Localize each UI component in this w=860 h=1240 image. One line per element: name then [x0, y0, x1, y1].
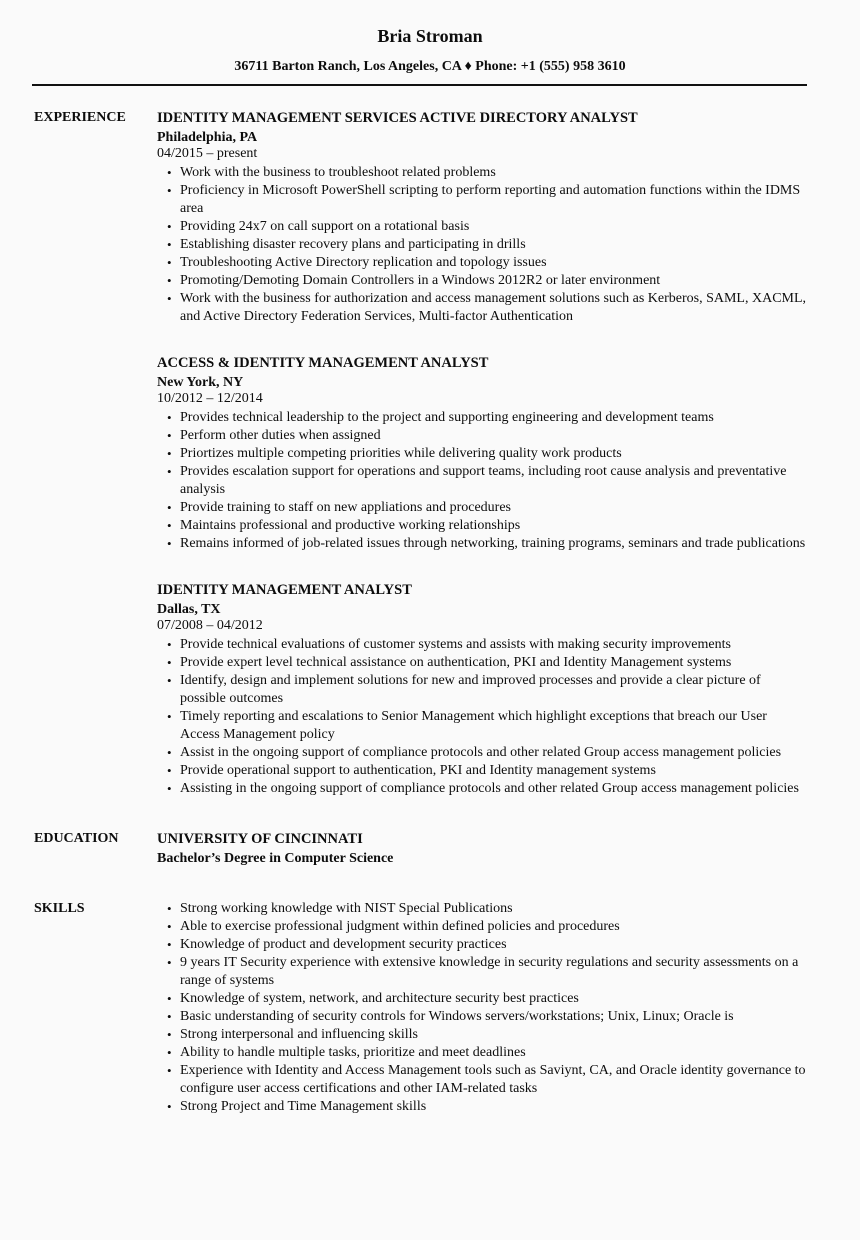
job-bullet-list — [157, 164, 807, 326]
bullet-item: • Work with the business for authorization and access management solutions such as Kerberos, SAML, XACML, and Active Directory Federation Services, Multi-factor Authentication — [180, 290, 807, 326]
bullet-item: • Strong Project and Time Management skills — [180, 1098, 807, 1116]
bullet-item: • Provides technical leadership to the project and supporting engineering and development teams — [180, 409, 807, 427]
job-dates: 10/2012 – 12/2014 — [157, 391, 263, 406]
job-dates: 07/2008 – 04/2012 — [157, 618, 263, 633]
degree-name: Bachelor’s Degree in Computer Science — [157, 851, 394, 866]
bullet-item: • 9 years IT Security experience with extensive knowledge in security regulations and security assessments on a range of systems — [180, 954, 807, 990]
bullet-item: • Promoting/Demoting Domain Controllers in a Windows 2012R2 or later environment — [180, 272, 807, 290]
bullet-item: • Assist in the ongoing support of compliance protocols and other related Group access management policies — [180, 744, 807, 762]
job-entry — [157, 109, 807, 326]
bullet-item: • Provides escalation support for operations and support teams, including root cause analysis and preventative analysis — [180, 463, 807, 499]
job-bullet-list — [157, 636, 807, 798]
bullet-item: • Remains informed of job-related issues through networking, training programs, seminars and trade publications — [180, 535, 807, 553]
job-entry — [157, 354, 807, 553]
job-bullet-list — [157, 409, 807, 553]
skills-body — [157, 900, 807, 1116]
bullet-item: • Experience with Identity and Access Management tools such as Saviynt, CA, and Oracle identity governance to configure user access certifications and other IAM-related tasks — [180, 1062, 807, 1098]
bullet-item: • Strong interpersonal and influencing skills — [180, 1026, 807, 1044]
skills-bullet-list — [157, 900, 807, 1116]
bullet-item: • Provide training to staff on new appliations and procedures — [180, 499, 807, 517]
section-label-experience: EXPERIENCE — [34, 110, 126, 125]
education-body — [157, 830, 807, 868]
job-entry — [157, 581, 807, 798]
job-location: Dallas, TX — [157, 602, 221, 617]
bullet-item: • Perform other duties when assigned — [180, 427, 807, 445]
bullet-item: • Work with the business to troubleshoot related problems — [180, 164, 807, 182]
bullet-item: • Priortizes multiple competing priorities while delivering quality work products — [180, 445, 807, 463]
bullet-item: • Troubleshooting Active Directory replication and topology issues — [180, 254, 807, 272]
bullet-item: • Provide operational support to authentication, PKI and Identity management systems — [180, 762, 807, 780]
job-dates: 04/2015 – present — [157, 146, 258, 161]
school-name: UNIVERSITY OF CINCINNATI — [157, 831, 363, 847]
bullet-item: • Ability to handle multiple tasks, prioritize and meet deadlines — [180, 1044, 807, 1062]
bullet-item: • Timely reporting and escalations to Senior Management which highlight exceptions that breach our User Access Management policy — [180, 708, 807, 744]
bullet-item: • Provide technical evaluations of customer systems and assists with making security improvements — [180, 636, 807, 654]
bullet-item: • Knowledge of system, network, and architecture security best practices — [180, 990, 807, 1008]
person-name: Bria Stroman — [377, 26, 483, 46]
section-skills — [34, 900, 807, 1116]
bullet-item: • Proficiency in Microsoft PowerShell scripting to perform reporting and automation functions within the IDMS area — [180, 182, 807, 218]
section-label-skills: SKILLS — [34, 901, 85, 916]
job-location: New York, NY — [157, 375, 244, 390]
bullet-item: • Identify, design and implement solutions for new and improved processes and provide a clear picture of possible outcomes — [180, 672, 807, 708]
bullet-item: • Providing 24x7 on call support on a rotational basis — [180, 218, 807, 236]
section-experience — [34, 109, 807, 798]
job-title: IDENTITY MANAGEMENT ANALYST — [157, 582, 412, 598]
section-education — [34, 830, 807, 868]
bullet-item: • Knowledge of product and development security practices — [180, 936, 807, 954]
bullet-item: • Able to exercise professional judgment within defined policies and procedures — [180, 918, 807, 936]
job-title: IDENTITY MANAGEMENT SERVICES ACTIVE DIRECTORY ANALYST — [157, 110, 638, 126]
job-location: Philadelphia, PA — [157, 130, 258, 145]
bullet-item: • Maintains professional and productive working relationships — [180, 517, 807, 535]
experience-body — [157, 109, 807, 798]
section-label-education: EDUCATION — [34, 831, 119, 846]
bullet-item: • Strong working knowledge with NIST Special Publications — [180, 900, 807, 918]
bullet-item: • Assisting in the ongoing support of compliance protocols and other related Group access management policies — [180, 780, 807, 798]
resume-body — [0, 86, 860, 1116]
contact-line: 36711 Barton Ranch, Los Angeles, CA ♦ Phone: +1 (555) 958 3610 — [234, 59, 626, 74]
bullet-item: • Establishing disaster recovery plans and participating in drills — [180, 236, 807, 254]
bullet-item: • Basic understanding of security controls for Windows servers/workstations; Unix, Linux; Oracle is — [180, 1008, 807, 1026]
resume-header — [0, 0, 860, 75]
bullet-item: • Provide expert level technical assistance on authentication, PKI and Identity Management systems — [180, 654, 807, 672]
job-title: ACCESS & IDENTITY MANAGEMENT ANALYST — [157, 355, 489, 371]
